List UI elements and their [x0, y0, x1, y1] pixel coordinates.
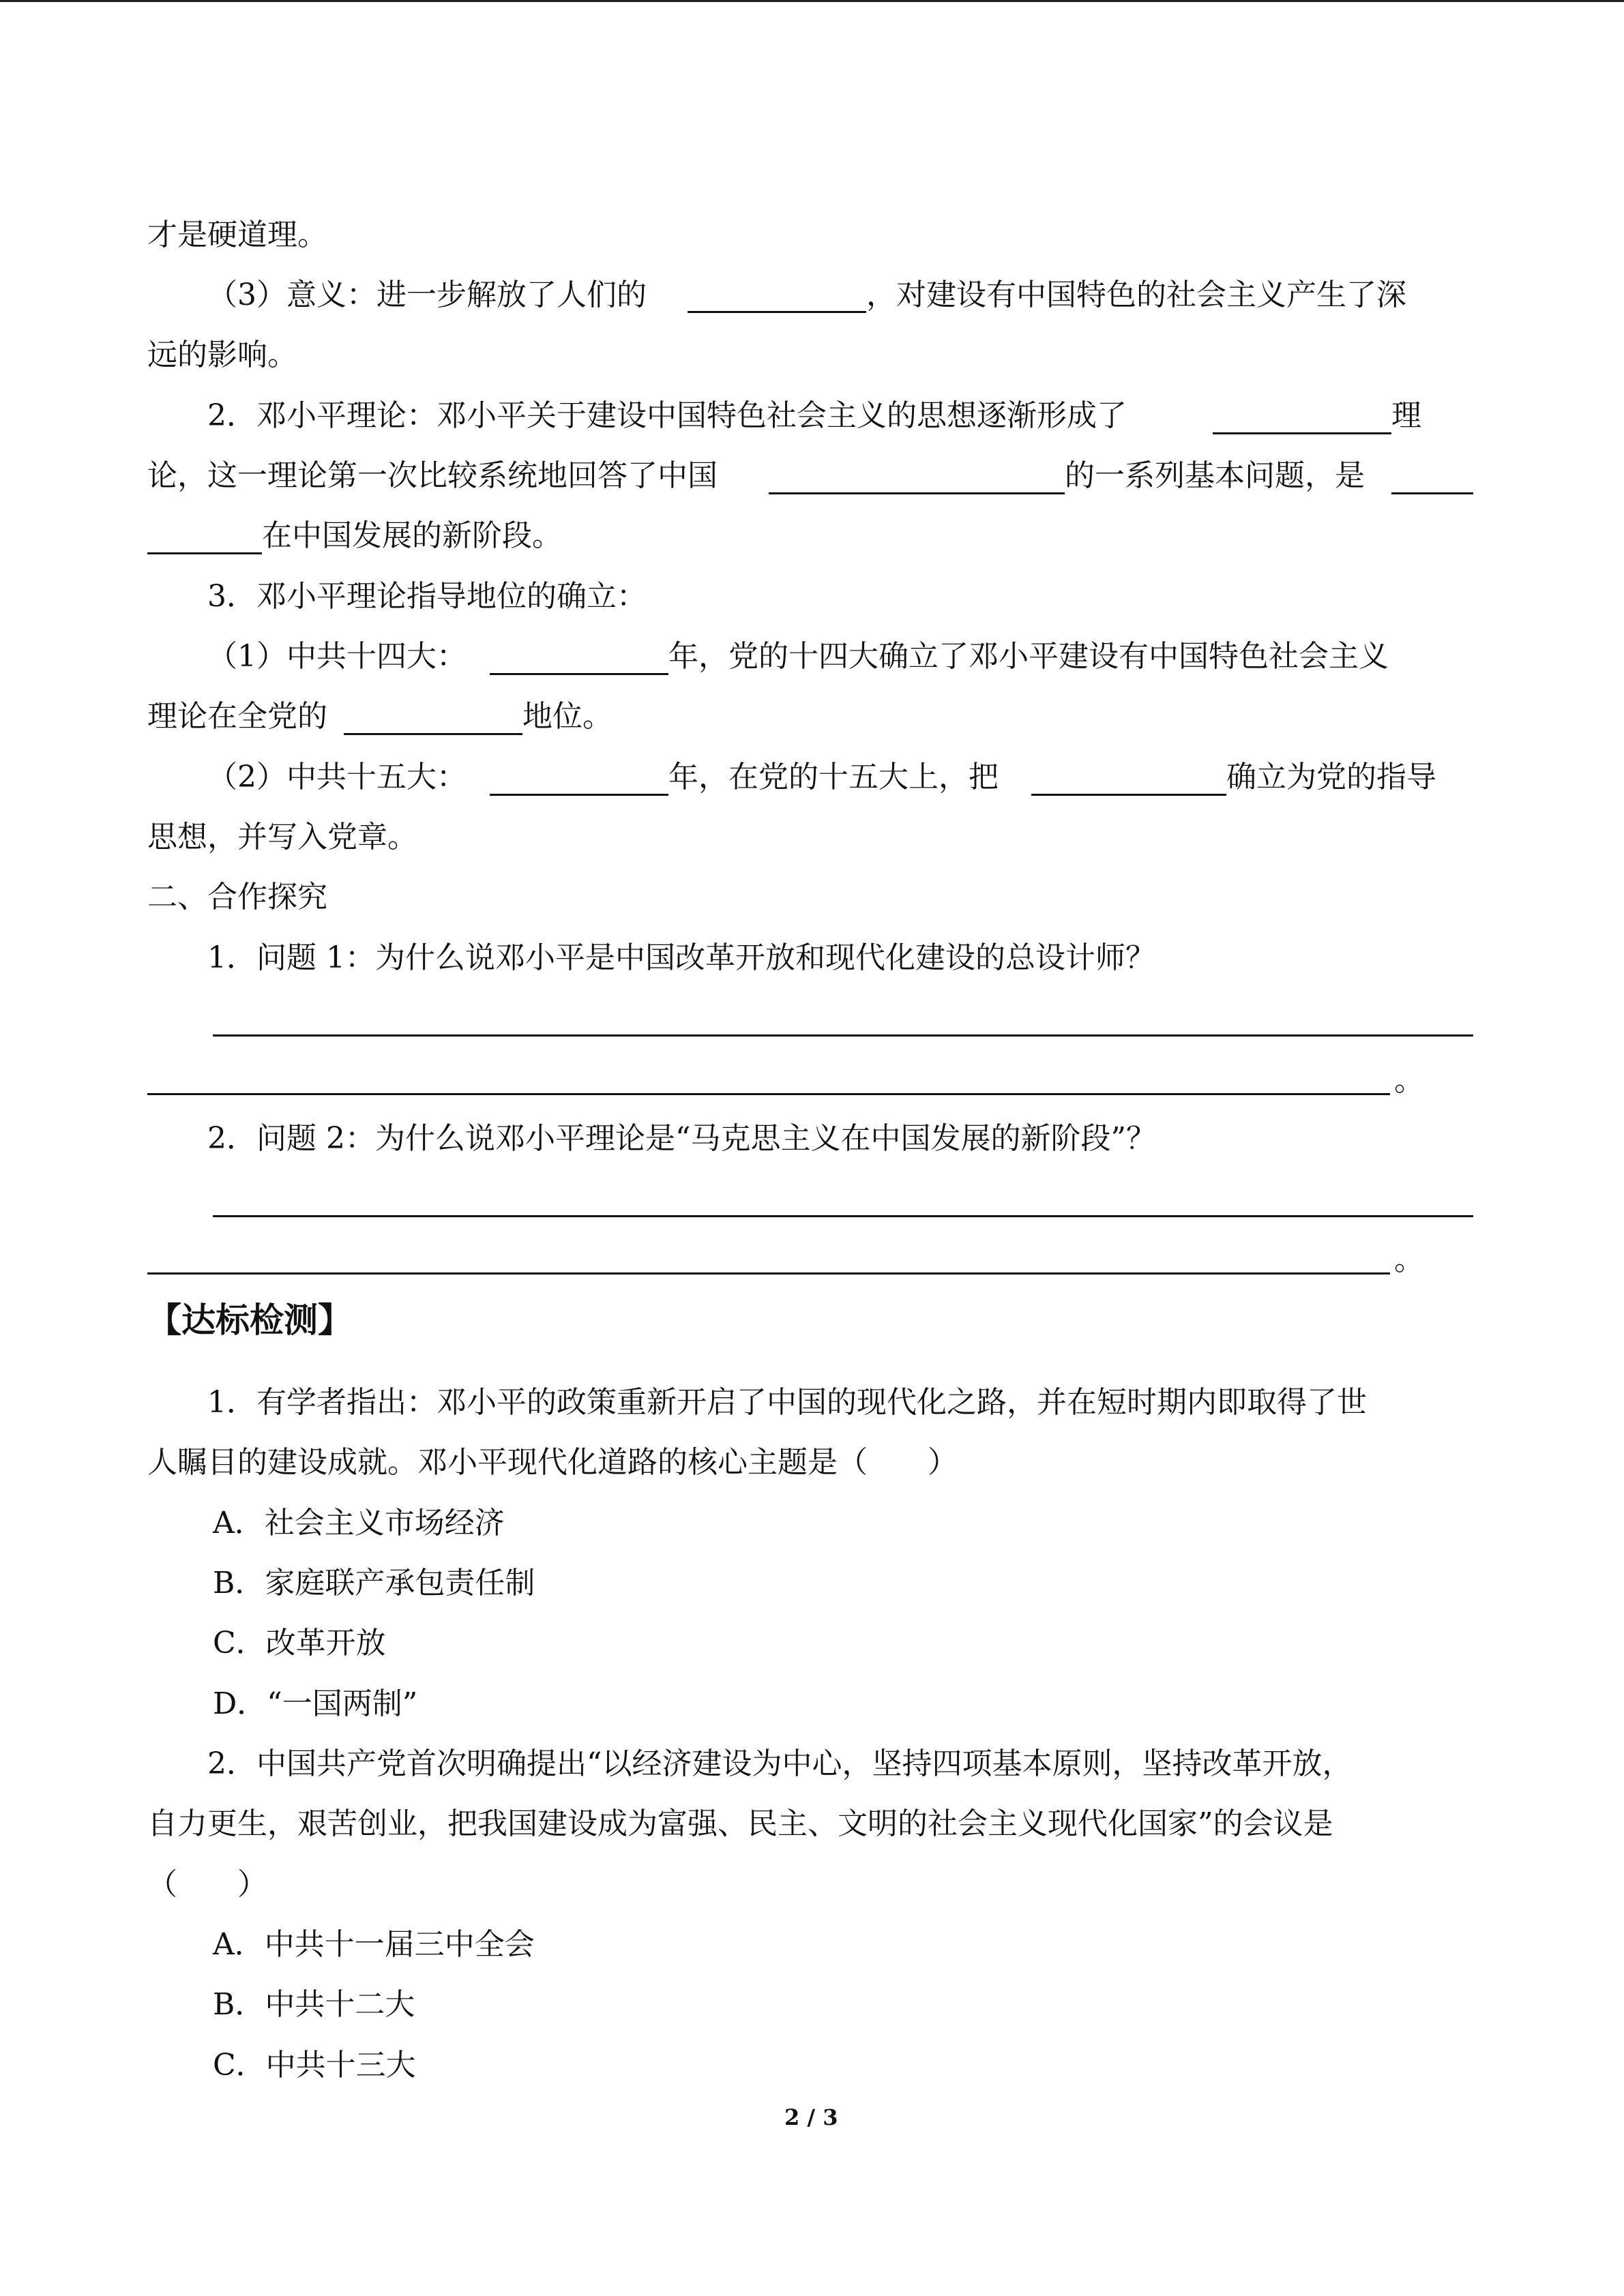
dxp-text-e: 在中国发展的新阶段。: [262, 518, 562, 553]
dxp-text-b: 理: [1391, 398, 1421, 433]
test-q2-option-a[interactable]: A．中共十一届三中全会: [213, 1927, 535, 1962]
blank-est1-status[interactable]: [344, 733, 522, 735]
test-q1-option-c[interactable]: C．改革开放: [213, 1626, 386, 1660]
item3-text-a: （3）意义：进一步解放了人们的: [207, 278, 647, 312]
blank-est2-year[interactable]: [490, 794, 668, 796]
blank-dxp-3b[interactable]: [147, 552, 262, 554]
item3-text-c: 远的影响。: [147, 338, 297, 372]
blank-dxp-1[interactable]: [1213, 432, 1391, 434]
est2-text-a: （2）中共十五大：: [207, 760, 467, 794]
answer-line-q2-b[interactable]: [147, 1272, 1390, 1274]
end-mark-q2: 。: [1394, 1242, 1424, 1277]
blank-dxp-2[interactable]: [769, 492, 1065, 494]
page-number: 2 / 3: [784, 2104, 838, 2130]
question-1: 1．问题 1：为什么说邓小平是中国改革开放和现代化建设的总设计师？: [207, 940, 1155, 975]
est2-text-d: 思想，并写入党章。: [147, 820, 417, 854]
test-q1-line-a: 1．有学者指出：邓小平的政策重新开启了中国的现代化之路，并在短时期内即取得了世: [207, 1385, 1367, 1420]
question-2: 2．问题 2：为什么说邓小平理论是“马克思主义在中国发展的新阶段”？: [207, 1121, 1156, 1156]
est1-text-c: 理论在全党的: [147, 699, 327, 734]
test-q1-option-a[interactable]: A．社会主义市场经济: [213, 1506, 505, 1540]
answer-line-q2-a[interactable]: [213, 1215, 1473, 1217]
dxp-text-c: 论，这一理论第一次比较系统地回答了中国: [147, 458, 718, 493]
answer-line-q1-b[interactable]: [147, 1093, 1390, 1095]
test-heading: 【达标检测】: [147, 1300, 352, 1340]
test-q1-option-b[interactable]: B．家庭联产承包责任制: [213, 1566, 535, 1600]
blank-item3[interactable]: [688, 311, 866, 313]
est2-text-b: 年，在党的十五大上，把: [668, 760, 999, 794]
test-q1-line-b: 人瞩目的建设成就。邓小平现代化道路的核心主题是（ ）: [147, 1445, 958, 1480]
item3-text-b: ，对建设有中国特色的社会主义产生了深: [866, 278, 1406, 312]
dxp-text-a: 2．邓小平理论：邓小平关于建设中国特色社会主义的思想逐渐形成了: [207, 398, 1127, 433]
establish-title: 3．邓小平理论指导地位的确立：: [207, 579, 647, 614]
blank-dxp-3a[interactable]: [1391, 492, 1473, 494]
section-cooperation-title: 二、合作探究: [147, 880, 327, 914]
top-border: [0, 0, 1624, 2]
test-q2-option-c[interactable]: C．中共十三大: [213, 2048, 416, 2083]
blank-est2-theory[interactable]: [1031, 794, 1226, 796]
test-q2-option-b[interactable]: B．中共十二大: [213, 1987, 415, 2022]
est1-text-d: 地位。: [522, 699, 612, 734]
test-q2-line-c: （ ）: [147, 1867, 267, 1902]
est1-text-a: （1）中共十四大：: [207, 639, 467, 674]
test-q2-line-b: 自力更生，艰苦创业，把我国建设成为富强、民主、文明的社会主义现代化国家”的会议是: [147, 1806, 1333, 1841]
test-q2-line-a: 2．中国共产党首次明确提出“以经济建设为中心，坚持四项基本原则，坚持改革开放，: [207, 1746, 1353, 1781]
blank-est1-year[interactable]: [490, 673, 668, 675]
line-continuation: 才是硬道理。: [147, 218, 327, 252]
est1-text-b: 年，党的十四大确立了邓小平建设有中国特色社会主义: [668, 639, 1389, 674]
test-q1-option-d[interactable]: D．“一国两制”: [213, 1686, 418, 1721]
dxp-text-d: 的一系列基本问题，是: [1065, 458, 1365, 493]
est2-text-c: 确立为党的指导: [1226, 760, 1436, 794]
answer-line-q1-a[interactable]: [213, 1034, 1473, 1037]
end-mark-q1: 。: [1394, 1063, 1424, 1098]
